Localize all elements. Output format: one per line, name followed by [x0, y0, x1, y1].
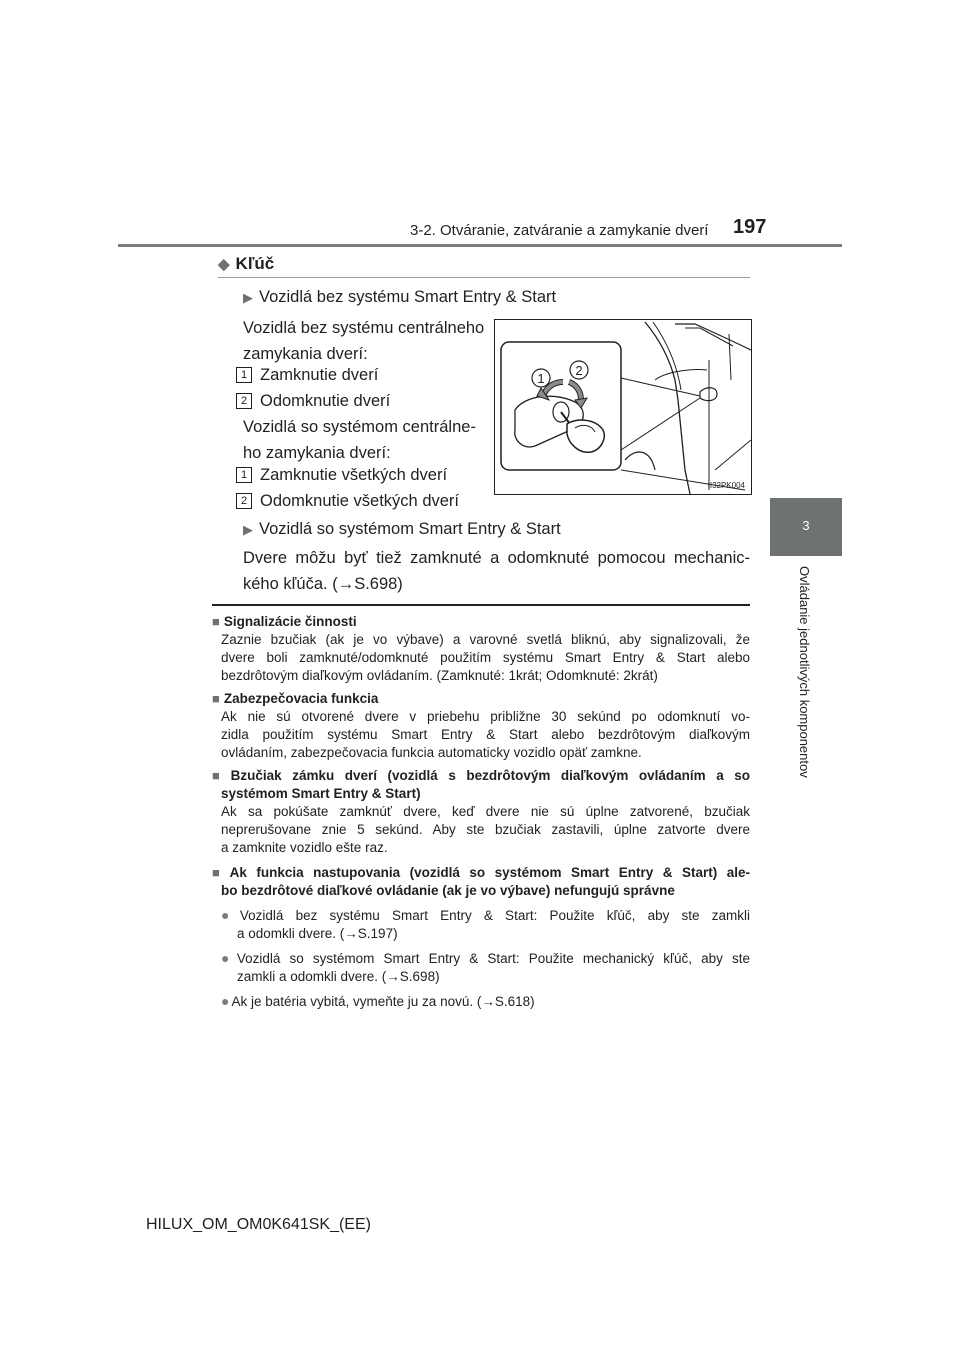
mechanical-key-text — [243, 545, 750, 597]
subheading-no-smart-entry — [243, 284, 556, 311]
list-item — [236, 488, 459, 514]
text-line: Dvere môžu byť tiež zamknuté a odomknuté pomocou mechanic- — [243, 549, 750, 567]
text-line: Vozidlá bez systému centrálneho — [243, 319, 485, 337]
list-item: ● Ak je batéria vybitá, vymeňte ju za novú. (→S.618) — [221, 993, 535, 1009]
step-number: 2 — [236, 393, 252, 409]
subheading-text: Vozidlá so systémom Smart Entry & Start — [259, 520, 561, 538]
note-heading: systémom Smart Entry & Start) — [221, 786, 421, 801]
list-item-text: Zamknutie všetkých dverí — [260, 466, 448, 484]
note-heading: bo bezdrôtové diaľkové ovládanie (ak je vo výbave) nefungujú správne — [221, 883, 675, 898]
text-line: kého kľúča. (→S.698) — [243, 575, 403, 593]
note-door-lock-buzzer — [212, 767, 750, 857]
note-line: ovládaním, zabezpečovacia funkcia automaticky vozidlo opäť zamkne. — [221, 745, 642, 760]
step-number: 2 — [236, 493, 252, 509]
chapter-title — [796, 566, 816, 866]
key-operation-figure — [494, 319, 752, 495]
section-title — [218, 254, 274, 274]
diamond-icon: ◆ — [218, 256, 230, 273]
note-heading: ■ Ak funkcia nastupovania (vozidlá so systémom Smart Entry & Start) ale- — [212, 865, 750, 880]
note-line: Ak sa pokúšate zamknúť dvere, keď dvere nie sú úplne zatvorené, bzučiak — [221, 804, 750, 819]
list-item-text: Zamknutie dverí — [260, 366, 379, 384]
chapter-number: 3 — [802, 518, 810, 533]
subheading-text: Vozidlá bez systému Smart Entry & Start — [259, 288, 557, 306]
note-line: Ak nie sú otvorené dvere v priebehu približne 30 sekúnd po odomknutí vo- — [221, 709, 750, 724]
page-number: 197 — [733, 216, 767, 238]
note-line: bezdrôtovým diaľkovým ovládaním. (Zamknuté: 1krát; Odomknuté: 2krát) — [221, 668, 658, 683]
square-bullet-icon: ■ — [212, 614, 220, 629]
note-line: a zamknite vozidlo ešte raz. — [221, 840, 388, 855]
list-item: ● Vozidlá bez systému Smart Entry & Start: Použite kľúč, aby ste zamkli a odomkli dvere. (→S.197) — [221, 907, 750, 941]
note-heading: ■ Signalizácie činnosti — [212, 614, 357, 629]
title-rule — [218, 277, 750, 278]
note-heading: ■ Zabezpečovacia funkcia — [212, 691, 379, 706]
bullet-icon: ● — [221, 993, 230, 1009]
running-header-section: 3-2. Otváranie, zatváranie a zamykanie dverí — [410, 222, 709, 239]
header-rule — [118, 244, 842, 247]
note-line: dvere boli zamknuté/odomknuté použitím systému Smart Entry & Start alebo — [221, 650, 750, 665]
list-item: ● Vozidlá so systémom Smart Entry & Start: Použite mechanický kľúč, aby ste zamkli a odomkli dvere. (→S.698) — [221, 950, 750, 984]
bullet-icon: ● — [221, 950, 235, 966]
square-bullet-icon: ■ — [212, 865, 226, 880]
no-central-locking-text — [243, 315, 484, 367]
note-line: zidla použitím systému Smart Entry & Start alebo bezdrôtovým diaľkovým — [221, 727, 750, 742]
list-item — [236, 462, 447, 488]
central-locking-text — [243, 414, 489, 466]
triangle-icon: ▶ — [243, 290, 253, 305]
step-number: 1 — [236, 467, 252, 483]
note-line: Zaznie bzučiak (ak je vo výbave) a varovné svetlá bliknú, aby signalizovali, že — [221, 632, 750, 647]
step-number: 1 — [236, 367, 252, 383]
figure-callout-2: 2 — [575, 363, 583, 378]
subheading-smart-entry — [243, 516, 561, 543]
figure-code: II32PK004 — [707, 481, 745, 490]
list-item — [236, 388, 390, 414]
square-bullet-icon: ■ — [212, 691, 220, 706]
triangle-icon: ▶ — [243, 522, 253, 537]
list-item-text: Odomknutie všetkých dverí — [260, 492, 459, 510]
bullet-icon: ● — [221, 907, 238, 923]
note-security — [212, 690, 750, 762]
section-rule — [212, 604, 750, 606]
list-item-text: Odomknutie dverí — [260, 392, 391, 410]
chapter-title-text: Ovládanie jednotlivých komponentov — [797, 566, 812, 778]
note-signalization — [212, 613, 750, 685]
text-line: zamykania dverí: — [243, 345, 368, 363]
note-malfunction — [212, 864, 750, 1011]
note-line: neprerušovane znie 5 sekúnd. Aby ste bzučiak zastavili, úplne zatvorte dvere — [221, 822, 750, 837]
figure-callout-1: 1 — [537, 371, 545, 386]
note-heading: ■ Bzučiak zámku dverí (vozidlá s bezdrôtovým diaľkovým ovládaním a so — [212, 768, 750, 783]
text-line: ho zamykania dverí: — [243, 444, 391, 462]
car-door-key-illustration — [495, 320, 751, 494]
document-footer-code: HILUX_OM_OM0K641SK_(EE) — [146, 1216, 371, 1233]
text-line: Vozidlá so systémom centrálne- — [243, 418, 476, 436]
square-bullet-icon: ■ — [212, 768, 227, 783]
section-title-text: Kľúč — [235, 254, 275, 273]
list-item — [236, 362, 378, 388]
